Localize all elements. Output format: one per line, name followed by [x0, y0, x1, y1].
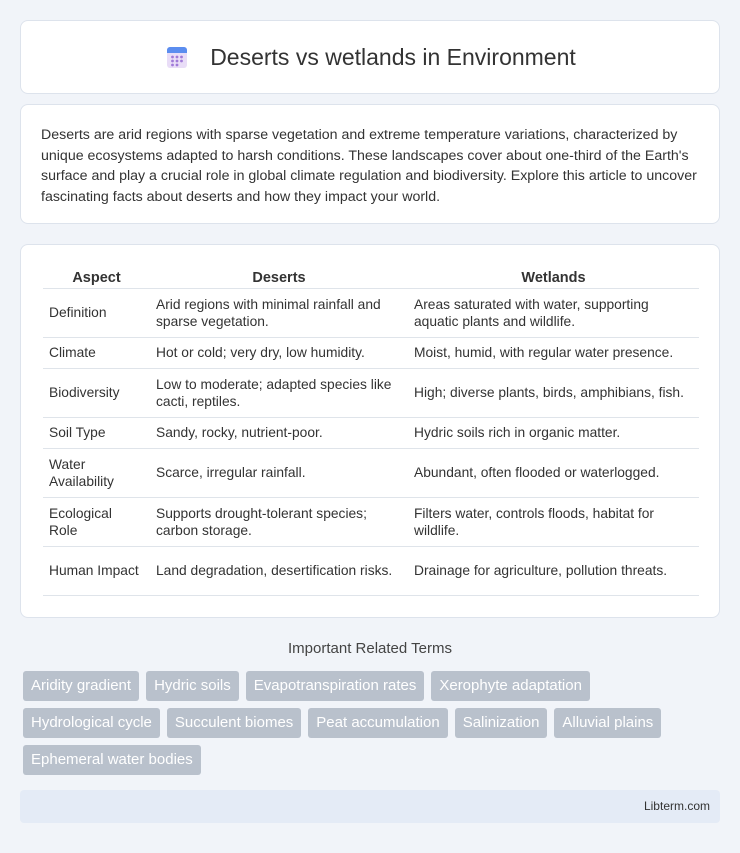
- table-cell: Ecological Role: [43, 498, 150, 547]
- table-row: [43, 289, 699, 338]
- calendar-grid-icon: [164, 44, 190, 70]
- table-row: [43, 369, 699, 418]
- table-row: [43, 418, 699, 449]
- intro-paragraph: Deserts are arid regions with sparse vegetation and extreme temperature variations, characterized by unique ecosystems adapted to harsh conditions. These landscapes cover about one-third of the Earth's surface and play a crucial role in global climate regulation and biodiversity. Explore this article to uncover fascinating facts about deserts and how they impact your world.: [41, 127, 697, 205]
- related-term-tag[interactable]: Alluvial plains: [554, 708, 661, 738]
- footer-site-link[interactable]: Libterm.com: [643, 799, 710, 813]
- table-cell: Low to moderate; adapted species like cacti, reptiles.: [150, 369, 408, 418]
- related-term-tag[interactable]: Ephemeral water bodies: [23, 745, 201, 775]
- table-row: [43, 449, 699, 498]
- related-term-tag[interactable]: Hydrological cycle: [23, 708, 160, 738]
- related-terms-title: Important Related Terms: [288, 640, 452, 657]
- column-header-deserts: Deserts: [150, 265, 408, 289]
- table-cell: Moist, humid, with regular water presence.: [408, 338, 699, 369]
- related-term-tag[interactable]: Aridity gradient: [23, 671, 139, 701]
- table-cell: Areas saturated with water, supporting aquatic plants and wildlife.: [408, 289, 699, 338]
- column-header-aspect: Aspect: [43, 265, 150, 289]
- table-row: [43, 547, 699, 596]
- related-term-tag[interactable]: Hydric soils: [146, 671, 239, 701]
- table-cell: Definition: [43, 289, 150, 338]
- related-term-tag[interactable]: Salinization: [455, 708, 548, 738]
- table-cell: Biodiversity: [43, 369, 150, 418]
- footer: [20, 790, 720, 823]
- intro-card: [20, 104, 720, 224]
- table-cell: Filters water, controls floods, habitat for wildlife.: [408, 498, 699, 547]
- table-cell: Supports drought-tolerant species; carbon storage.: [150, 498, 408, 547]
- related-term-tag[interactable]: Evapotranspiration rates: [246, 671, 425, 701]
- related-term-tag[interactable]: Succulent biomes: [167, 708, 301, 738]
- page-title: Deserts vs wetlands in Environment: [210, 43, 576, 70]
- table-cell: Scarce, irregular rainfall.: [150, 449, 408, 498]
- table-row: [43, 498, 699, 547]
- table-cell: High; diverse plants, birds, amphibians, fish.: [408, 369, 699, 418]
- table-cell: Land degradation, desertification risks.: [150, 547, 408, 596]
- table-cell: Sandy, rocky, nutrient-poor.: [150, 418, 408, 449]
- table-cell: Arid regions with minimal rainfall and sparse vegetation.: [150, 289, 408, 338]
- comparison-table: [43, 265, 699, 596]
- table-header-row: [43, 265, 699, 289]
- column-header-wetlands: Wetlands: [408, 265, 699, 289]
- table-cell: Abundant, often flooded or waterlogged.: [408, 449, 699, 498]
- header-card: [20, 20, 720, 94]
- table-cell: Hydric soils rich in organic matter.: [408, 418, 699, 449]
- table-cell: Hot or cold; very dry, low humidity.: [150, 338, 408, 369]
- related-term-tag[interactable]: Xerophyte adaptation: [431, 671, 590, 701]
- comparison-table-card: [20, 244, 720, 618]
- table-cell: Human Impact: [43, 547, 150, 596]
- table-cell: Water Availability: [43, 449, 150, 498]
- related-term-tag[interactable]: Peat accumulation: [308, 708, 447, 738]
- table-cell: Drainage for agriculture, pollution threats.: [408, 547, 699, 596]
- table-row: [43, 338, 699, 369]
- related-terms-list: [23, 671, 723, 782]
- table-cell: Climate: [43, 338, 150, 369]
- table-cell: Soil Type: [43, 418, 150, 449]
